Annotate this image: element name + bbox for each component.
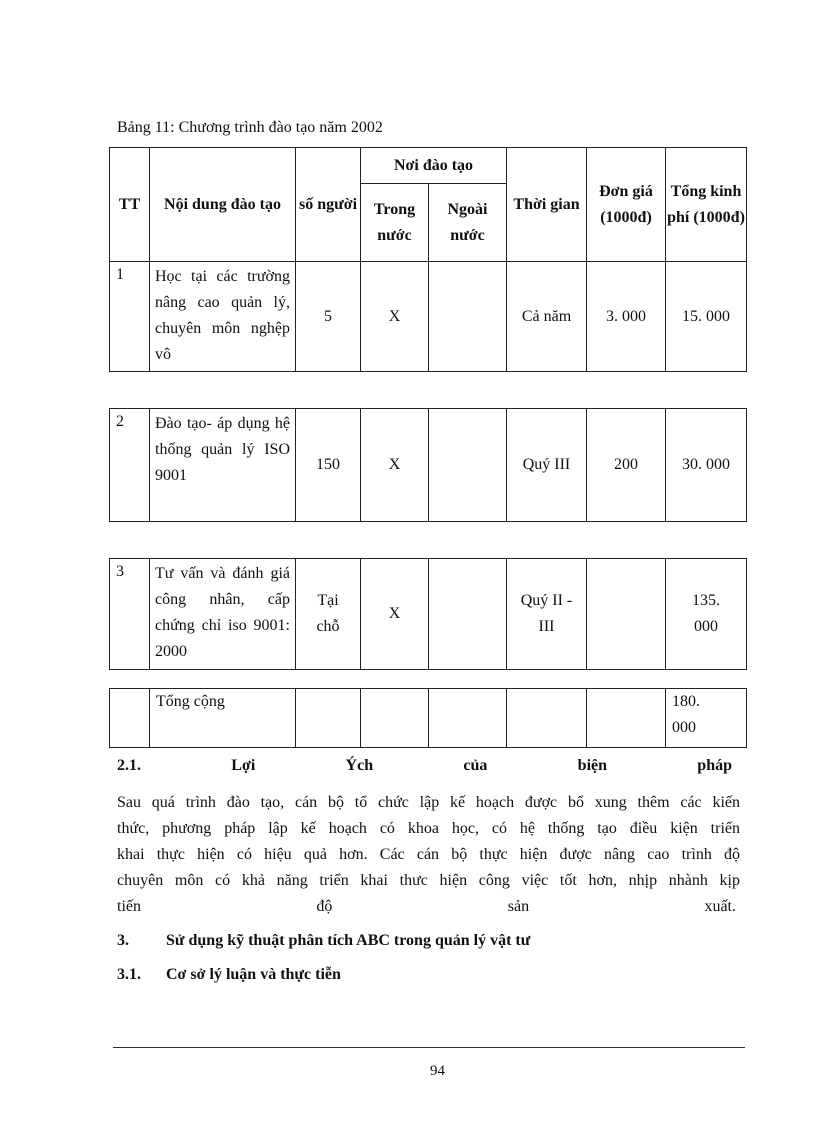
paragraph-line: chuyên môn có khả năng triển khai thưc hiện công việc tốt hơn, nhịp nhành kịp: [117, 872, 740, 889]
header-time: Thời gian: [507, 148, 587, 262]
total-value: 180. 000: [666, 689, 747, 748]
row-time: Cả năm: [507, 262, 587, 372]
paragraph-line: khai thực hiện có hiệu quả hơn. Các cán bộ thực hiện được nâng cao trình độ: [117, 846, 740, 863]
training-table-header: [109, 147, 747, 372]
header-tt: TT: [110, 148, 150, 262]
training-table-row-3: [109, 558, 747, 670]
header-people: số người: [296, 148, 361, 262]
table-caption: Bảng 11: Chương trình đào tạo năm 2002: [117, 119, 383, 136]
paragraph-last-line: tiến độ sản xuất.: [117, 898, 736, 915]
row-content: Học tại các trường nâng cao quản lý, chuyên môn nghệp vô: [150, 262, 296, 372]
row-total: 135. 000: [666, 559, 747, 670]
footer-divider: [113, 1047, 745, 1048]
row-unit-price: [587, 559, 666, 670]
page-number: 94: [430, 1063, 445, 1079]
row-tt: 3: [110, 559, 150, 670]
row-people: 150: [296, 409, 361, 522]
row-total: 30. 000: [666, 409, 747, 522]
total-label: Tổng cộng: [150, 689, 296, 748]
body-paragraph: [117, 790, 740, 920]
row-people: 5: [296, 262, 361, 372]
row-domestic: X: [361, 559, 429, 670]
paragraph-line: thức, phương pháp lập kế hoạch có khoa học, có hệ thống tạo điều kiện triển: [117, 820, 740, 837]
training-table-total: [109, 688, 747, 748]
row-content: Tư vấn và đánh giá công nhân, cấp chứng chỉ iso 9001: 2000: [150, 559, 296, 670]
row-tt: 2: [110, 409, 150, 522]
header-place: Nơi đào tạo: [361, 148, 507, 184]
table-row: [110, 262, 747, 372]
row-abroad: [429, 262, 507, 372]
row-unit-price: 200: [587, 409, 666, 522]
row-tt: 1: [110, 262, 150, 372]
row-domestic: X: [361, 409, 429, 522]
row-time: Quý II - III: [507, 559, 587, 670]
table-total-row: [110, 689, 747, 748]
header-domestic: Trong nước: [361, 184, 429, 262]
section-heading-3-1: 3.1. Cơ sở lý luận và thực tiễn: [117, 966, 341, 983]
paragraph-line: Sau quá trình đào tạo, cán bộ tổ chức lập kế hoạch được bổ xung thêm các kiến: [117, 794, 740, 811]
row-abroad: [429, 409, 507, 522]
table-row: [110, 559, 747, 670]
row-domestic: X: [361, 262, 429, 372]
table-row: [110, 409, 747, 522]
header-unit-price: Đơn giá (1000đ): [587, 148, 666, 262]
row-abroad: [429, 559, 507, 670]
row-people: Tại chỗ: [296, 559, 361, 670]
row-unit-price: 3. 000: [587, 262, 666, 372]
header-abroad: Ngoài nước: [429, 184, 507, 262]
section-heading-2-1: 2.1. Lợi Ých của biện pháp: [117, 757, 732, 774]
header-total-cost: Tổng kinh phí (1000đ): [666, 148, 747, 262]
training-table-row-2: [109, 408, 747, 522]
row-content: Đào tạo- áp dụng hệ thống quản lý ISO 9001: [150, 409, 296, 522]
section-heading-3: 3. Sử dụng kỹ thuật phân tích ABC trong quản lý vật tư: [117, 932, 531, 949]
header-content: Nội dung đào tạo: [150, 148, 296, 262]
row-total: 15. 000: [666, 262, 747, 372]
row-time: Quý III: [507, 409, 587, 522]
